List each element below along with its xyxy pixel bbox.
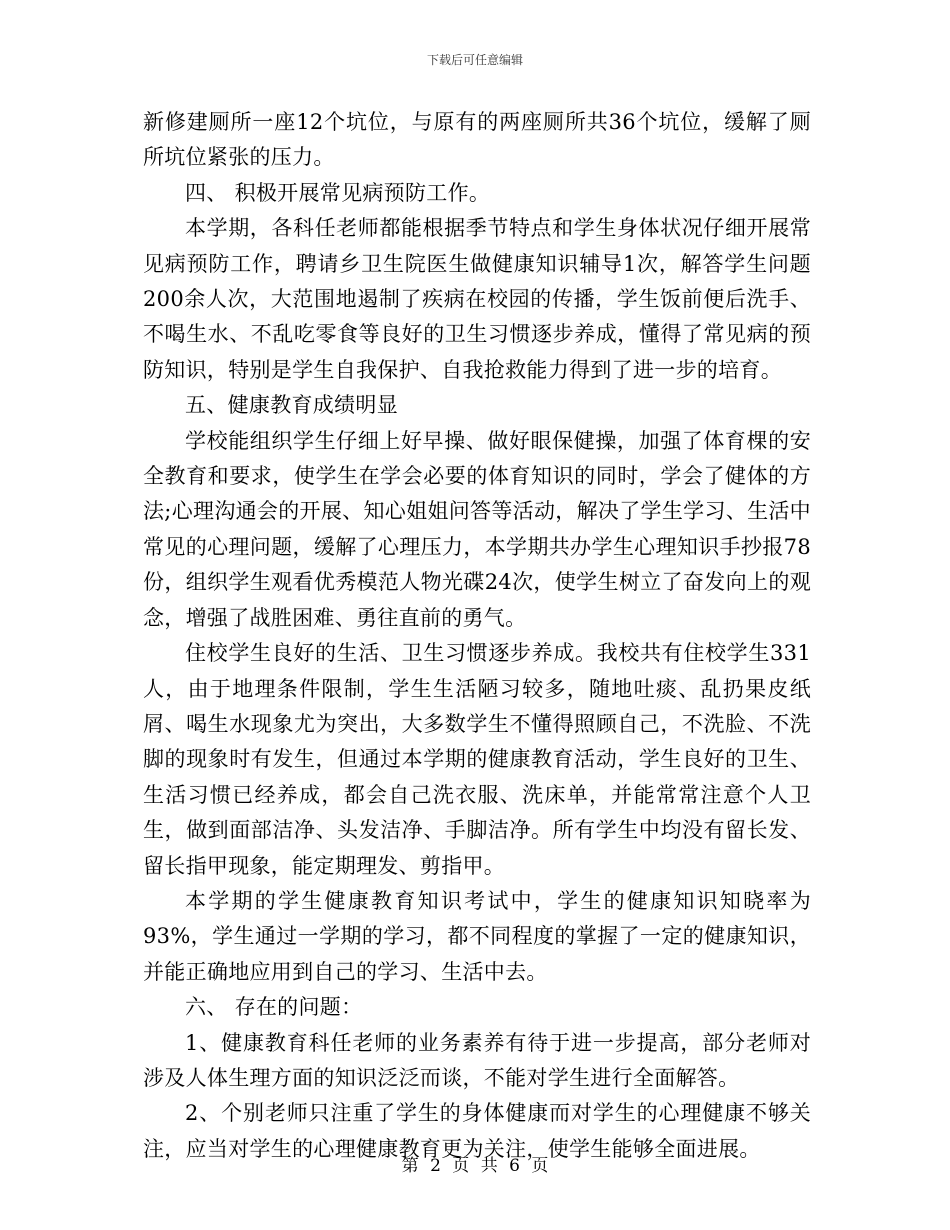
paragraph-problem-2: 2、个别老师只注重了学生的身体健康而对学生的心理健康不够关注，应当对学生的心理健康教育更为关注，使学生能够全面进展。 [143, 1101, 811, 1161]
paragraph-exercise-psychology: 学校能组织学生仔细上好早操、做好眼保健操，加强了体育棵的安全教育和要求，使学生在学会必要的体育知识的同时，学会了健体的方法;心理沟通会的开展、知心姐姐问答等活动，解决了学生学习、生活中常见的心理问题，缓解了心理压力，本学期共办学生心理知识手抄报78份，组织学生观看优秀模范人物光碟24次，使学生树立了奋发向上的观念，增强了战胜困难、勇往直前的勇气。 [143, 428, 811, 630]
paragraph-toilet-construction: 新修建厕所一座12个坑位，与原有的两座厕所共36个坑位，缓解了厕所坑位紧张的压力。 [143, 110, 811, 170]
paragraph-problem-1: 1、健康教育科任老师的业务素养有待于进一步提高，部分老师对涉及人体生理方面的知识泛泛而谈，不能对学生进行全面解答。 [143, 1030, 811, 1090]
section-heading-problems: 六、 存在的问题： [185, 995, 363, 1020]
document-body [143, 105, 811, 1167]
paragraph-exam-results: 本学期的学生健康教育知识考试中，学生的健康知识知晓率为93%，学生通过一学期的学习，都不同程度的掌握了一定的健康知识，并能正确地应用到自己的学习、生活中去。 [143, 888, 811, 984]
section-heading-health-education-results: 五、健康教育成绩明显 [185, 393, 398, 418]
page-number: 第 2 页 共 6 页 [401, 1156, 549, 1176]
page-header: 下载后可任意编辑 [426, 53, 523, 67]
section-heading-disease-prevention: 四、 积极开展常见病预防工作。 [185, 180, 491, 205]
paragraph-boarding-students: 住校学生良好的生活、卫生习惯逐步养成。我校共有住校学生331人，由于地理条件限制，学生生活陋习较多，随地吐痰、乱扔果皮纸屑、喝生水现象尤为突出，大多数学生不懂得照顾自己，不洗脸、不洗脚的现象时有发生，但通过本学期的健康教育活动，学生良好的卫生、生活习惯已经养成，都会自己洗衣服、洗床单，并能常常注意个人卫生，做到面部洁净、头发洁净、手脚洁净。所有学生中均没有留长发、留长指甲现象，能定期理发、剪指甲。 [143, 641, 811, 878]
paragraph-disease-prevention: 本学期，各科任老师都能根据季节特点和学生身体状况仔细开展常见病预防工作，聘请乡卫生院医生做健康知识辅导1次，解答学生问题200余人次，大范围地遏制了疾病在校园的传播，学生饭前便后洗手、不喝生水、不乱吃零食等良好的卫生习惯逐步养成，懂得了常见病的预防知识，特别是学生自我保护、自我抢救能力得到了进一步的培育。 [143, 216, 811, 382]
